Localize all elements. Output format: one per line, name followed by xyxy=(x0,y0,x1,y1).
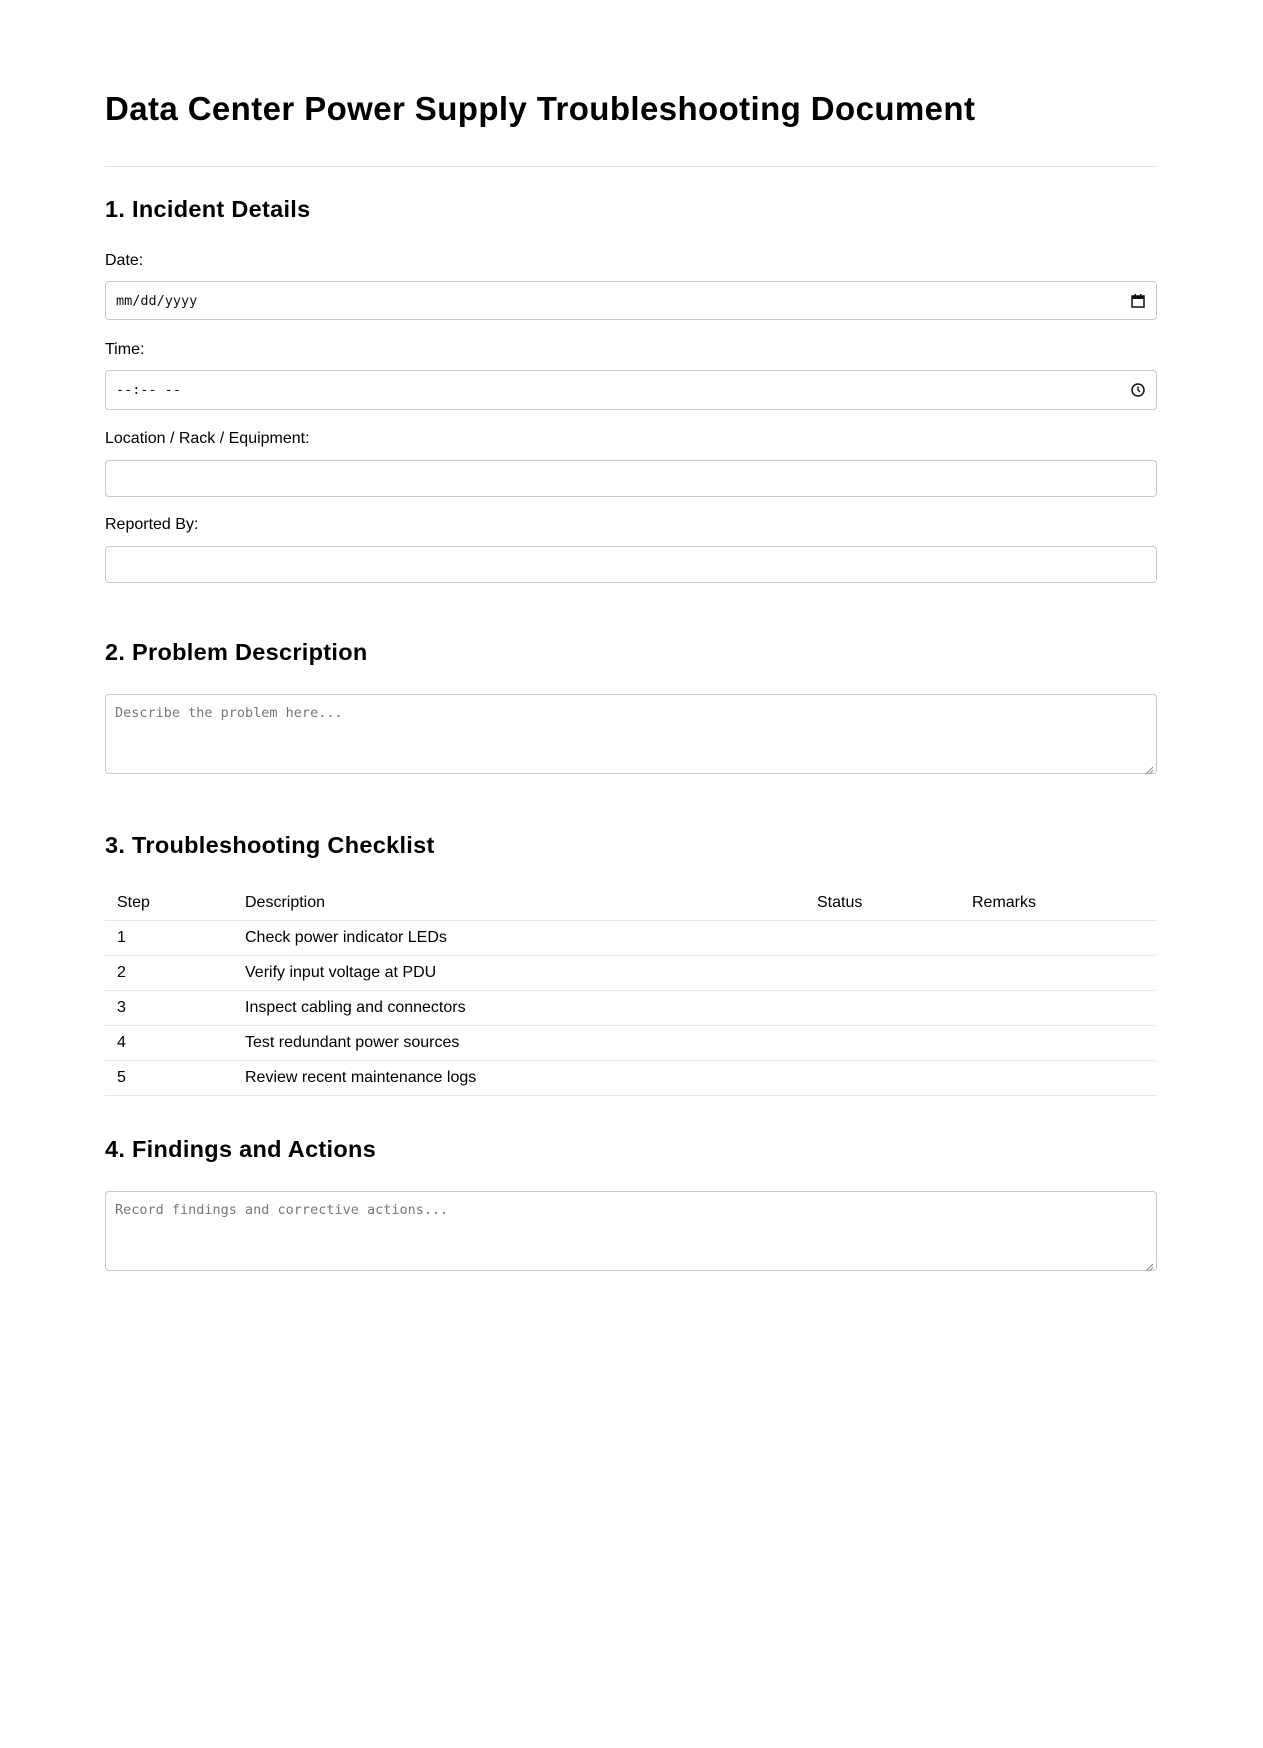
step-cell: 4 xyxy=(105,1026,233,1061)
checklist-table xyxy=(105,886,1157,1096)
column-header-status: Status xyxy=(805,886,960,921)
section-heading-incident-details: 1. Incident Details xyxy=(105,196,311,222)
remarks-cell[interactable] xyxy=(960,956,1157,991)
remarks-cell[interactable] xyxy=(960,1061,1157,1096)
section-heading-troubleshooting-checklist: 3. Troubleshooting Checklist xyxy=(105,832,435,858)
status-cell[interactable] xyxy=(805,1061,960,1096)
remarks-cell[interactable] xyxy=(960,991,1157,1026)
description-cell: Check power indicator LEDs xyxy=(233,921,805,956)
table-row xyxy=(105,991,1157,1026)
resize-handle-icon[interactable] xyxy=(1145,1259,1154,1268)
calendar-icon[interactable] xyxy=(1130,293,1146,309)
remarks-cell[interactable] xyxy=(960,921,1157,956)
step-cell: 5 xyxy=(105,1061,233,1096)
description-cell: Inspect cabling and connectors xyxy=(233,991,805,1026)
findings-placeholder: Record findings and corrective actions... xyxy=(115,1202,449,1218)
status-cell[interactable] xyxy=(805,921,960,956)
status-cell[interactable] xyxy=(805,1026,960,1061)
step-cell: 2 xyxy=(105,956,233,991)
problem-description-placeholder: Describe the problem here... xyxy=(115,705,343,721)
status-cell[interactable] xyxy=(805,991,960,1026)
location-input[interactable] xyxy=(105,460,1157,497)
column-header-step: Step xyxy=(105,886,233,921)
table-header-row xyxy=(105,886,1157,921)
description-cell: Test redundant power sources xyxy=(233,1026,805,1061)
step-cell: 1 xyxy=(105,921,233,956)
time-label: Time: xyxy=(105,341,145,358)
date-input-value: mm/dd/yyyy xyxy=(116,292,198,309)
location-label: Location / Rack / Equipment: xyxy=(105,430,310,447)
section-heading-findings-and-actions: 4. Findings and Actions xyxy=(105,1136,377,1162)
table-row xyxy=(105,956,1157,991)
description-cell: Review recent maintenance logs xyxy=(233,1061,805,1096)
problem-description-textarea[interactable] xyxy=(105,694,1157,774)
reported-by-input[interactable] xyxy=(105,546,1157,583)
resize-handle-icon[interactable] xyxy=(1145,762,1154,771)
status-cell[interactable] xyxy=(805,956,960,991)
title-divider xyxy=(105,166,1157,167)
date-input[interactable] xyxy=(105,281,1157,320)
time-input[interactable] xyxy=(105,370,1157,410)
description-cell: Verify input voltage at PDU xyxy=(233,956,805,991)
column-header-description: Description xyxy=(233,886,805,921)
date-label: Date: xyxy=(105,252,144,269)
table-row xyxy=(105,921,1157,956)
time-input-value: --:-- -- xyxy=(116,382,182,398)
remarks-cell[interactable] xyxy=(960,1026,1157,1061)
findings-textarea[interactable] xyxy=(105,1191,1157,1271)
table-row xyxy=(105,1061,1157,1096)
section-heading-problem-description: 2. Problem Description xyxy=(105,639,368,665)
step-cell: 3 xyxy=(105,991,233,1026)
column-header-remarks: Remarks xyxy=(960,886,1157,921)
clock-icon[interactable] xyxy=(1130,382,1146,398)
page-title: Data Center Power Supply Troubleshooting Document xyxy=(105,90,976,127)
reported-by-label: Reported By: xyxy=(105,516,199,533)
table-row xyxy=(105,1026,1157,1061)
